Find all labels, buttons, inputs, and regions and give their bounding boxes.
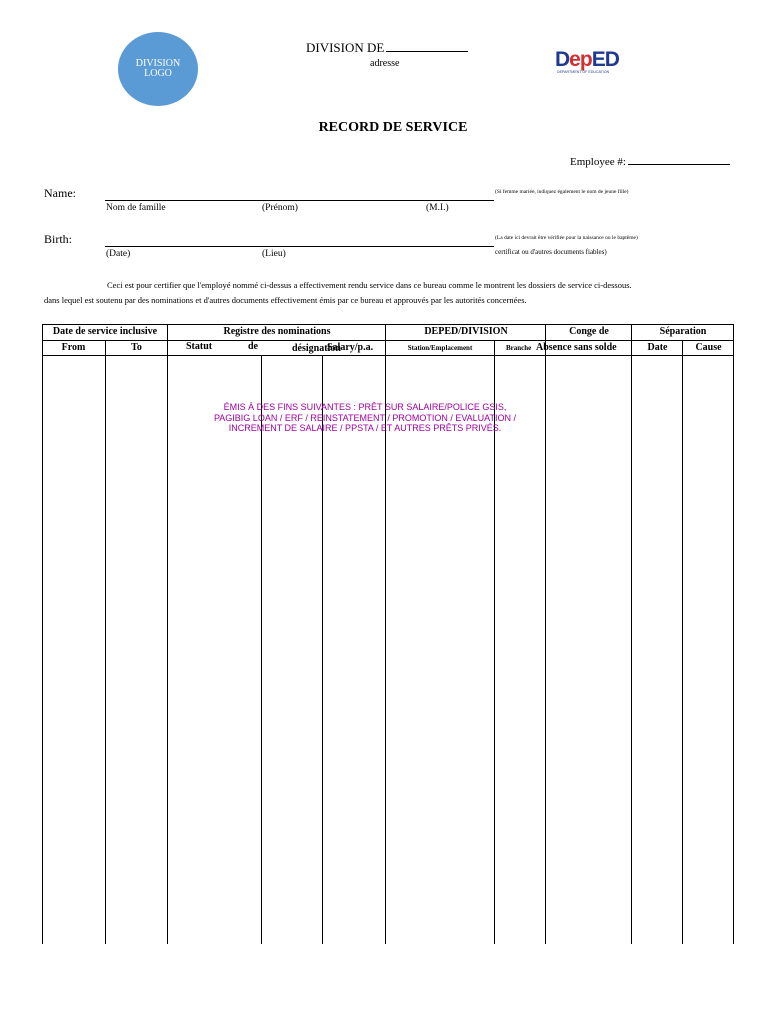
header-sep-date: Date bbox=[647, 342, 668, 353]
last-name-caption: Nom de famille bbox=[106, 203, 166, 213]
first-name-caption: (Prénom) bbox=[262, 203, 298, 213]
division-label: DIVISION DE bbox=[306, 40, 385, 55]
name-label: Name: bbox=[44, 186, 76, 200]
header-station: Station/Emplacement bbox=[407, 344, 473, 352]
birth-place-caption: (Lieu) bbox=[262, 249, 286, 259]
watermark-line-2: PAGIBIG LOAN / ERF / REINSTATEMENT / PROMOTION / EVALUATION / bbox=[213, 412, 517, 423]
birth-note-2: certificat ou d'autres documents fiables) bbox=[495, 248, 607, 256]
certify-line-1: Ceci est pour certifier que l'employé nommé ci-dessus a effectivement rendu service dans ce bureau comme le montrent les dossiers de service ci-dessous. bbox=[107, 280, 632, 290]
header-designation: désignation bbox=[292, 343, 341, 354]
deped-subtitle: DEPARTMENT OF EDUCATION bbox=[557, 70, 610, 74]
header-service-dates: Date de service inclusive bbox=[52, 326, 158, 337]
header-branch: Branche bbox=[506, 344, 532, 352]
header-salary: Salary/p.a. bbox=[327, 342, 374, 353]
header-de: de bbox=[248, 341, 258, 352]
birth-label: Birth: bbox=[44, 232, 73, 246]
header-from: From bbox=[61, 342, 86, 353]
birth-date-caption: (Date) bbox=[106, 249, 131, 259]
deped-logo: DepED DEPARTMENT OF EDUCATION bbox=[555, 48, 619, 74]
watermark-line-3: INCREMENT DE SALAIRE / PPSTA / ET AUTRES PRÊTS PRIVÉS. bbox=[228, 423, 502, 433]
header-leave: Conge de bbox=[569, 326, 609, 337]
logo-line2: LOGO bbox=[144, 68, 172, 79]
birth-note: (La date ici devrait être vérifiée pour la naissance ou le baptême) bbox=[495, 235, 638, 241]
header-deped-division: DEPED/DIVISION bbox=[424, 326, 508, 337]
header-separation: Séparation bbox=[659, 326, 707, 337]
certify-line-2: dans lequel est soutenu par des nominations et d'autres documents effectivement émis par ce bureau et approuvés par les autorités concernées. bbox=[44, 295, 527, 305]
address: adresse bbox=[370, 58, 400, 69]
watermark-line-1: ÉMIS À DES FINS SUIVANTES : PRÊT SUR SALAIRE/POLICE GSIS, bbox=[223, 402, 507, 412]
header-sep-cause: Cause bbox=[695, 342, 722, 353]
employee-label: Employee #: bbox=[570, 156, 626, 168]
header-appointments: Registre des nominations bbox=[223, 326, 331, 337]
purpose-watermark bbox=[190, 402, 540, 434]
page-title: RECORD DE SERVICE bbox=[318, 120, 468, 135]
header-status: Statut bbox=[186, 341, 213, 352]
mi-caption: (M.I.) bbox=[426, 203, 449, 213]
logo-line1: DIVISION bbox=[135, 58, 181, 69]
header-absence: Absence sans solde bbox=[536, 342, 617, 353]
name-note: (Si femme mariée, indiquez également le nom de jeune fille) bbox=[495, 189, 629, 195]
header-to: To bbox=[131, 342, 142, 353]
